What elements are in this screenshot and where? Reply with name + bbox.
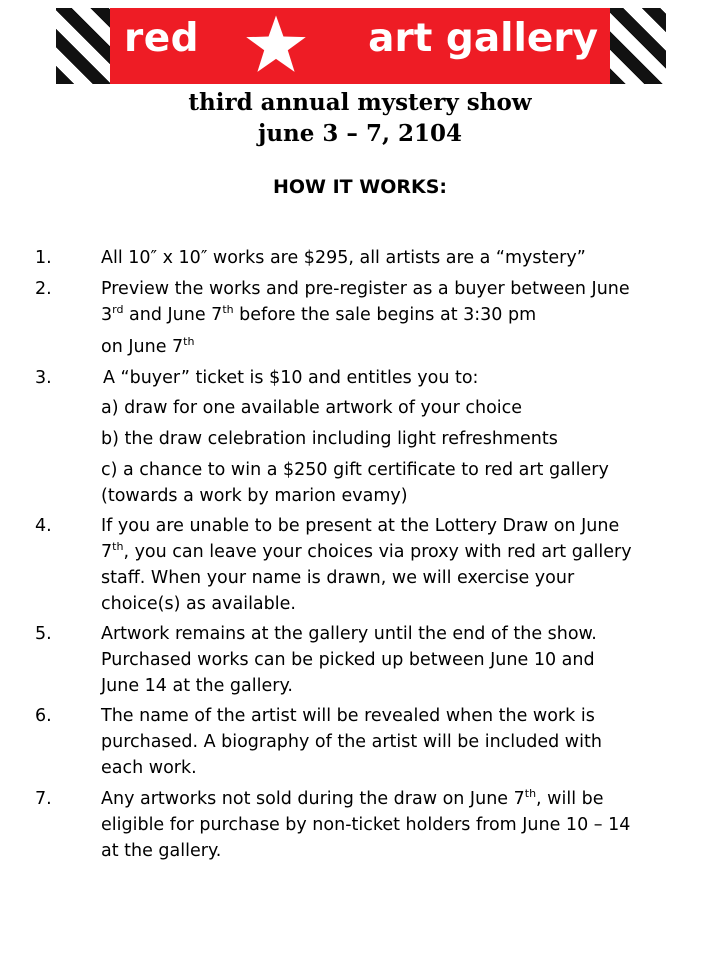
item-4-line-4: choice(s) as available. <box>101 594 296 614</box>
item-number: 5. <box>35 624 52 644</box>
item-6-line-1: The name of the artist will be revealed when the work is <box>101 706 595 726</box>
item-3-text: A “buyer” ticket is $10 and entitles you to: <box>103 368 479 388</box>
item-number: 7. <box>35 789 52 809</box>
show-title: third annual mystery show <box>188 89 532 116</box>
show-dates: june 3 – 7, 2104 <box>258 120 462 147</box>
item-3-option-c-line-1: c) a chance to win a $250 gift certificate to red art gallery <box>101 460 609 480</box>
item-2-line-3: on June 7th <box>101 335 195 357</box>
item-2-line-1: Preview the works and pre-register as a buyer between June <box>101 279 630 299</box>
brand-words-art-gallery: art gallery <box>368 16 598 61</box>
item-5-line-2: Purchased works can be picked up between June 10 and <box>101 650 595 670</box>
gallery-banner <box>56 8 666 84</box>
item-5-line-1: Artwork remains at the gallery until the end of the show. <box>101 624 597 644</box>
item-3-option-b: b) the draw celebration including light refreshments <box>101 429 558 449</box>
item-number: 1. <box>35 248 52 268</box>
item-3-option-c-line-2: (towards a work by marion evamy) <box>101 486 408 506</box>
item-2-line-2: 3rd and June 7th before the sale begins at 3:30 pm <box>101 303 537 325</box>
item-number: 3. <box>35 368 52 388</box>
item-3-option-a: a) draw for one available artwork of your choice <box>101 398 523 418</box>
item-6-line-3: each work. <box>101 758 197 778</box>
banner-red-panel <box>110 8 610 84</box>
item-number: 6. <box>35 706 52 726</box>
item-5-line-3: June 14 at the gallery. <box>101 676 293 696</box>
brand-word-red: red <box>124 16 200 61</box>
item-number: 2. <box>35 279 52 299</box>
item-4-line-2: 7th, you can leave your choices via proxy with red art gallery <box>101 540 632 562</box>
item-4-line-1: If you are unable to be present at the Lottery Draw on June <box>101 516 620 536</box>
item-7-line-2: eligible for purchase by non-ticket holders from June 10 – 14 <box>101 815 631 835</box>
item-number: 4. <box>35 516 52 536</box>
item-6-line-2: purchased. A biography of the artist will be included with <box>101 732 602 752</box>
page-heading: HOW IT WORKS: <box>272 176 447 198</box>
item-1-text: All 10″ x 10″ works are $295, all artists are a “mystery” <box>101 248 586 268</box>
star-icon <box>245 14 307 74</box>
item-7-line-3: at the gallery. <box>101 841 222 861</box>
item-4-line-3: staff. When your name is drawn, we will exercise your <box>101 568 575 588</box>
item-7-line-1: Any artworks not sold during the draw on June 7th, will be <box>101 787 604 809</box>
